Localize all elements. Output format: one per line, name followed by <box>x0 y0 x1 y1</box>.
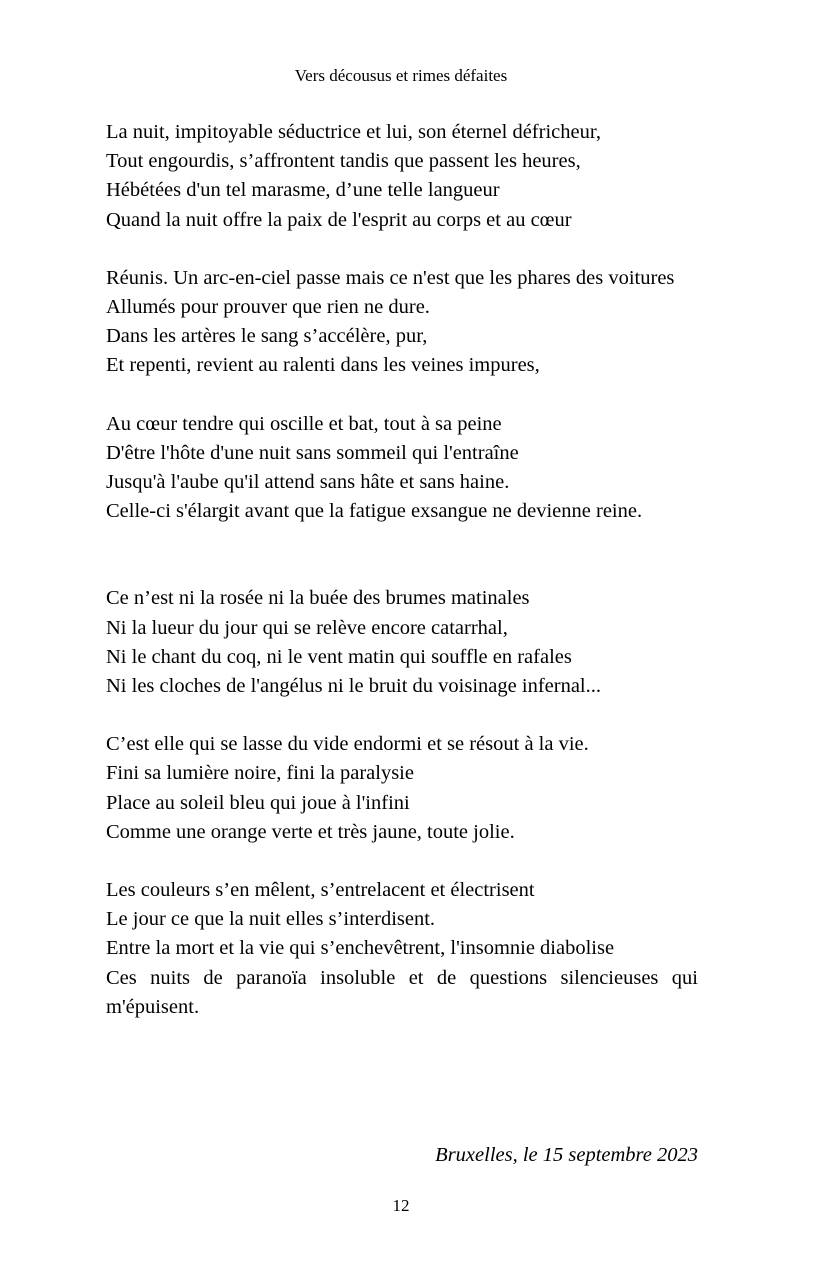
poem-line: Dans les artères le sang s’accélère, pur, <box>106 325 428 348</box>
poem-line: Celle-ci s'élargit avant que la fatigue exsangue ne devienne reine. <box>106 500 643 523</box>
place-date-signature: Bruxelles, le 15 septembre 2023 <box>435 1144 698 1166</box>
stanza-3 <box>106 410 698 527</box>
stanza-2 <box>106 264 698 381</box>
stanza-4 <box>106 584 698 701</box>
poem-line: Ces nuits de paranoïa insoluble et de questions silencieuses qui m'épuisent. <box>106 966 698 1018</box>
poem-line: Les couleurs s’en mêlent, s’entrelacent et électrisent <box>106 879 535 902</box>
poem-line: C’est elle qui se lasse du vide endormi et se résout à la vie. <box>106 733 589 756</box>
poem-line: Tout engourdis, s’affrontent tandis que passent les heures, <box>106 150 581 173</box>
poem-body <box>106 118 698 1022</box>
stanza-6 <box>106 876 698 1022</box>
poem-line: Entre la mort et la vie qui s’enchevêtrent, l'insomnie diabolise <box>106 937 615 960</box>
stanza-5 <box>106 730 698 847</box>
poem-line: D'être l'hôte d'une nuit sans sommeil qui l'entraîne <box>106 441 519 464</box>
poem-line: Réunis. Un arc-en-ciel passe mais ce n'est que les phares des voitures <box>106 266 675 289</box>
poem-line: Ni les cloches de l'angélus ni le bruit du voisinage infernal... <box>106 675 601 698</box>
running-header: Vers décousus et rimes défaites <box>294 66 508 85</box>
poem-line: Allumés pour prouver que rien ne dure. <box>106 296 430 319</box>
page-number: 12 <box>392 1196 410 1215</box>
poem-line: Le jour ce que la nuit elles s’interdisent. <box>106 908 436 931</box>
poem-line: La nuit, impitoyable séductrice et lui, son éternel défricheur, <box>106 121 601 143</box>
poem-line: Ni le chant du coq, ni le vent matin qui souffle en rafales <box>106 645 572 668</box>
poem-line: Place au soleil bleu qui joue à l'infini <box>106 791 410 814</box>
poem-line: Comme une orange verte et très jaune, toute jolie. <box>106 820 515 843</box>
poem-line: Hébétées d'un tel marasme, d’une telle langueur <box>106 179 500 202</box>
poem-line: Au cœur tendre qui oscille et bat, tout à sa peine <box>106 412 502 435</box>
stanza-1 <box>106 118 698 235</box>
poem-line: Et repenti, revient au ralenti dans les veines impures, <box>106 354 540 377</box>
poem-line: Fini sa lumière noire, fini la paralysie <box>106 762 414 785</box>
poem-line: Ce n’est ni la rosée ni la buée des brumes matinales <box>106 587 530 610</box>
poem-line: Ni la lueur du jour qui se relève encore catarrhal, <box>106 616 508 639</box>
poem-line: Jusqu'à l'aube qu'il attend sans hâte et sans haine. <box>106 471 510 494</box>
poem-line: Quand la nuit offre la paix de l'esprit au corps et au cœur <box>106 208 572 231</box>
